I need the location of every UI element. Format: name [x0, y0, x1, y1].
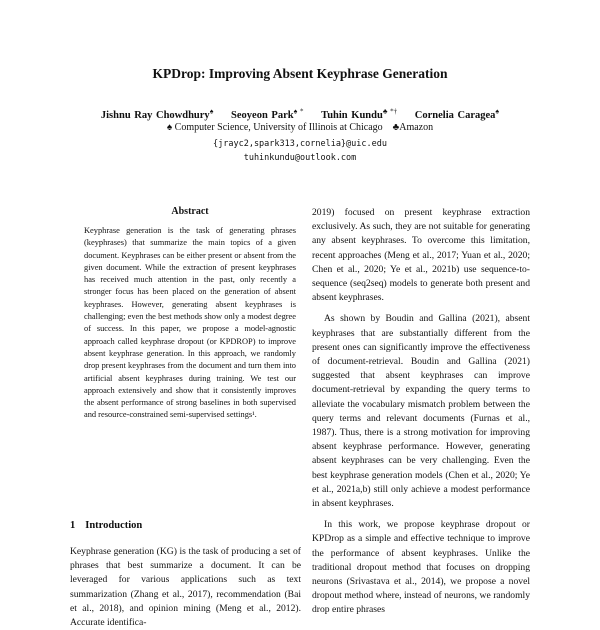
section-title: Introduction — [85, 520, 143, 531]
section-heading-introduction — [70, 520, 142, 531]
author-4 — [414, 107, 500, 121]
right-paragraph-1: 2019) focused on present keyphrase extraction exclusively. As such, they are not suitable for generating any absent keyphrases. To overcome this limitation, recent approaches (Meng et al., 2017; Yuan et al., 2020; Chen et al., 2020; Ye et al., 2021b) use sequence-to-sequence (seq2seq) models to generate both present and absent keyphrases. — [312, 207, 530, 304]
author-marks: ♠ — [495, 107, 500, 115]
author-marks: ♣ *† — [382, 107, 398, 115]
section-number: 1 — [70, 520, 76, 531]
author-1 — [100, 107, 214, 121]
author-name: Tuhin Kundu — [321, 109, 383, 121]
right-paragraph-2: As shown by Boudin and Gallina (2021), absent keyphrases that are substantially different from the present ones can significantly improve the effectiveness of document-retrieval. Boudin and Gallina (2021) suggested that absent keyphrases can improve document-retrieval by expanding the query terms to alleviate the vocabulary mismatch problem between the query terms and relevant documents (Furnas et al., 1987). Thus, there is a strong motivation for improving absent keyphrase performance. However, generating absent keyphrases can be very challenging. Even the best keyphrase generation models (Chen et al., 2020; Ye et al., 2021a,b) still only achieve a modest performance in absent keyphrases. — [312, 313, 530, 510]
author-marks: ♠ — [209, 107, 214, 115]
right-column — [312, 206, 530, 625]
right-paragraph-3: In this work, we propose keyphrase dropout or KPDrop as a simple and effective technique to improve the performance of absent keyphrases. Unlike the traditional dropout method that focuses on dropping neurons (Srivastava et al., 2014), we propose a novel dropout method where, instead of neurons, we randomly drop entire phrases — [312, 519, 530, 616]
author-list — [0, 107, 600, 121]
abstract-text: Keyphrase generation is the task of generating phrases (keyphrases) that summarize the main topics of a given document. Keyphrases can be either present or absent from the given document. While the extraction of present keyphrases has received much attention in the past, only recently a stronger focus has been placed on the generation of absent keyphrases. However, generating absent keyphrases is challenging; even the best methods show only a modest degree of success. In this paper, we propose a model-agnostic approach called keyphrase dropout (or KPDROP) to improve absent keyphrase generation. In this approach, we randomly drop present keyphrases from the document and turn them into artificial absent keyphrases during training. We test our approach extensively and show that it consistently improves the absent performance of strong baselines in both supervised and resource-constrained semi-supervised settings¹. — [84, 226, 296, 420]
author-name: Seoyeon Park — [231, 109, 294, 121]
email-line-2: tuhinkundu@outlook.com — [243, 153, 357, 163]
author-marks: ♠ * — [293, 107, 304, 115]
author-name: Cornelia Caragea — [414, 109, 496, 121]
email-line-1: {jrayc2,spark313,cornelia}@uic.edu — [213, 139, 387, 149]
introduction-body — [70, 545, 301, 630]
intro-paragraph: Keyphrase generation (KG) is the task of producing a set of phrases that best summarize a document. It can be leveraged for various applications such as text summarization (Zhang et al., 2017), recommendation (Bai et al., 2018), and opinion mining (Meng et al., 2012). Accurate identifica- — [70, 546, 301, 629]
author-3 — [321, 107, 398, 121]
email-block — [0, 137, 600, 165]
abstract-heading: Abstract — [171, 206, 209, 217]
author-2 — [231, 107, 304, 121]
paper-title: KPDrop: Improving Absent Keyphrase Generation — [152, 66, 448, 81]
affiliations: ♠ Computer Science, University of Illinois at Chicago ♣Amazon — [166, 122, 434, 133]
author-name: Jishnu Ray Chowdhury — [100, 109, 210, 121]
